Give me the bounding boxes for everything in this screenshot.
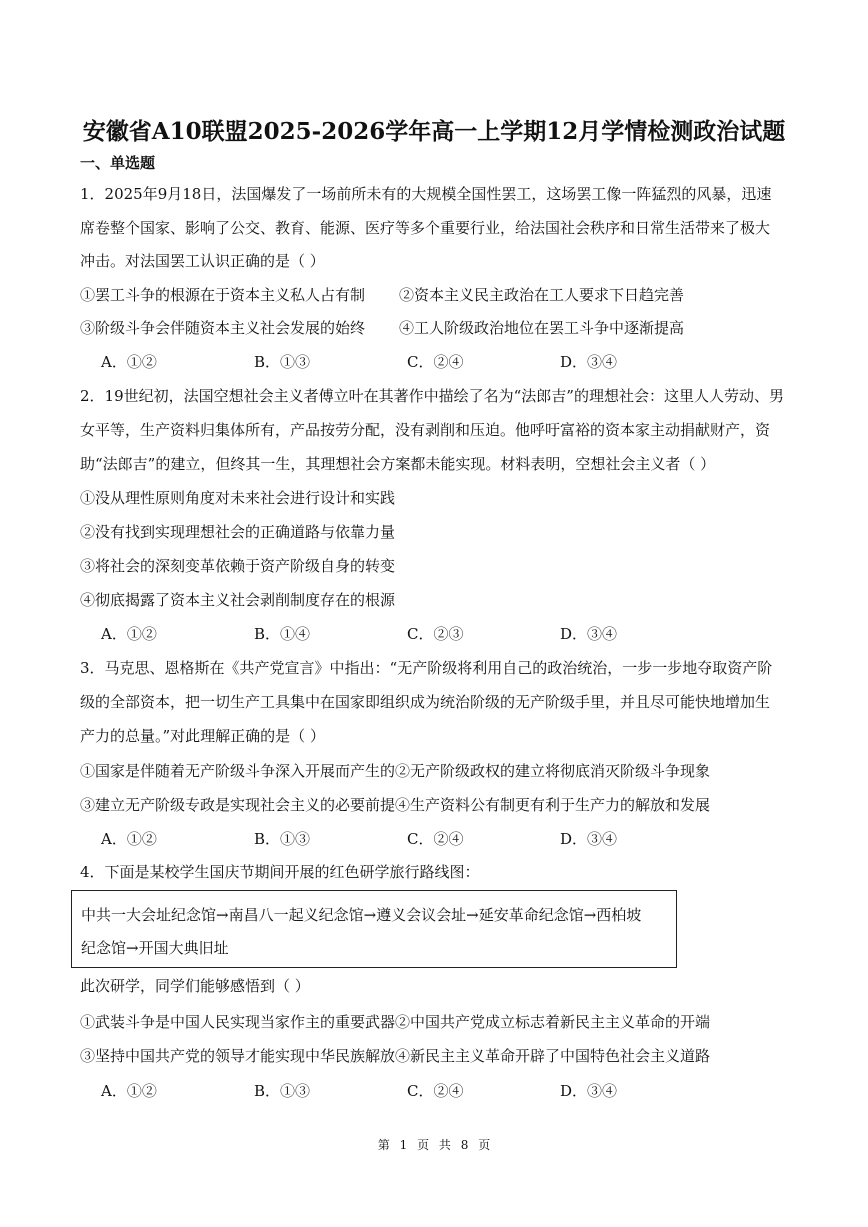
q4-stem-line: 4．下面是某校学生国庆节期间开展的红色研学旅行路线图： bbox=[80, 863, 480, 881]
page-footer bbox=[0, 1136, 868, 1153]
option-d[interactable]: D．③④ bbox=[560, 625, 618, 643]
q3-stem-line: 级的全部资本，把一切生产工具集中在国家即组织成为统治阶级的无产阶级手里，并且尽可能快地增加生 bbox=[80, 693, 771, 711]
route-text: 纪念馆→开国大典旧址 bbox=[81, 939, 229, 957]
footer-text: 页 bbox=[417, 1138, 430, 1152]
option-a[interactable]: A．①② bbox=[101, 1082, 157, 1100]
option-d[interactable]: D．③④ bbox=[560, 353, 618, 371]
q1-statement: ④工人阶级政治地位在罢工斗争中逐渐提高 bbox=[399, 319, 685, 337]
option-d[interactable]: D．③④ bbox=[560, 1082, 618, 1100]
footer-text: 页 bbox=[478, 1138, 491, 1152]
option-d[interactable]: D．③④ bbox=[560, 830, 618, 848]
q4-question: 此次研学，同学们能够感悟到（ ） bbox=[80, 977, 310, 995]
q2-statement: ③将社会的深刻变革依赖于资产阶级自身的转变 bbox=[80, 557, 396, 575]
option-b[interactable]: B．①③ bbox=[254, 353, 311, 371]
total-page-number: 8 bbox=[460, 1138, 469, 1152]
route-text: 中共一大会址纪念馆→南昌八一起义纪念馆→遵义会议会址→延安革命纪念馆→西柏坡 bbox=[81, 906, 642, 924]
current-page-number: 1 bbox=[399, 1138, 408, 1152]
q1-statement: ③阶级斗争会伴随资本主义社会发展的始终 bbox=[80, 319, 366, 337]
option-a[interactable]: A．①② bbox=[101, 625, 157, 643]
q4-statement: ①武装斗争是中国人民实现当家作主的重要武器②中国共产党成立标志着新民主主义革命的开端 bbox=[80, 1013, 711, 1031]
q4-statement: ③坚持中国共产党的领导才能实现中华民族解放④新民主主义革命开辟了中国特色社会主义道路 bbox=[80, 1047, 711, 1065]
option-c[interactable]: C．②④ bbox=[407, 353, 464, 371]
route-box bbox=[71, 890, 677, 968]
section-heading: 一、单选题 bbox=[80, 154, 156, 172]
option-b[interactable]: B．①③ bbox=[254, 830, 311, 848]
q3-statement: ①国家是伴随着无产阶级斗争深入开展而产生的②无产阶级政权的建立将彻底消灭阶级斗争现象 bbox=[80, 762, 711, 780]
q3-options bbox=[101, 829, 713, 849]
option-c[interactable]: C．②③ bbox=[407, 625, 464, 643]
q1-statement: ②资本主义民主政治在工人要求下日趋完善 bbox=[399, 286, 685, 304]
q2-options bbox=[101, 624, 713, 644]
q3-stem-line: 3．马克思、恩格斯在《共产党宣言》中指出：“无产阶级将利用自己的政治统治，一步一步地夺取资产阶 bbox=[80, 659, 773, 677]
footer-text: 第 bbox=[377, 1138, 390, 1152]
page-title: 安徽省A10联盟2025-2026学年高一上学期12月学情检测政治试题 bbox=[82, 118, 786, 145]
q3-stem-line: 产力的总量。”对此理解正确的是（ ） bbox=[80, 727, 325, 745]
q4-options bbox=[101, 1081, 713, 1101]
q1-stem-line: 席卷整个国家、影响了公交、教育、能源、医疗等多个重要行业，给法国社会秩序和日常生活带来了极大 bbox=[80, 219, 771, 237]
q1-stem-line: 冲击。对法国罢工认识正确的是（ ） bbox=[80, 252, 325, 270]
option-b[interactable]: B．①③ bbox=[254, 1082, 311, 1100]
q1-stem-line: 1．2025年9月18日，法国爆发了一场前所未有的大规模全国性罢工，这场罢工像一阵猛烈的风暴，迅速 bbox=[80, 185, 772, 203]
option-c[interactable]: C．②④ bbox=[407, 1082, 464, 1100]
q2-statement: ①没从理性原则角度对未来社会进行设计和实践 bbox=[80, 489, 396, 507]
option-a[interactable]: A．①② bbox=[101, 353, 157, 371]
q3-statement: ③建立无产阶级专政是实现社会主义的必要前提④生产资料公有制更有利于生产力的解放和发展 bbox=[80, 796, 711, 814]
option-a[interactable]: A．①② bbox=[101, 830, 157, 848]
option-b[interactable]: B．①④ bbox=[254, 625, 311, 643]
q2-statement: ④彻底揭露了资本主义社会剥削制度存在的根源 bbox=[80, 591, 396, 609]
q2-stem-line: 女平等，生产资料归集体所有，产品按劳分配，没有剥削和压迫。他呼吁富裕的资本家主动捐献财产，资 bbox=[80, 421, 771, 439]
q1-options bbox=[101, 352, 713, 372]
option-c[interactable]: C．②④ bbox=[407, 830, 464, 848]
q2-statement: ②没有找到实现理想社会的正确道路与依靠力量 bbox=[80, 523, 396, 541]
q2-stem-line: 2．19世纪初，法国空想社会主义者傅立叶在其著作中描绘了名为“法郎吉”的理想社会：这里人人劳动、男 bbox=[80, 387, 784, 405]
q2-stem-line: 助“法郎吉”的建立，但终其一生，其理想社会方案都未能实现。材料表明，空想社会主义者（ ） bbox=[80, 455, 716, 473]
footer-text: 共 bbox=[438, 1138, 451, 1152]
q1-statement: ①罢工斗争的根源在于资本主义私人占有制 bbox=[80, 286, 366, 304]
